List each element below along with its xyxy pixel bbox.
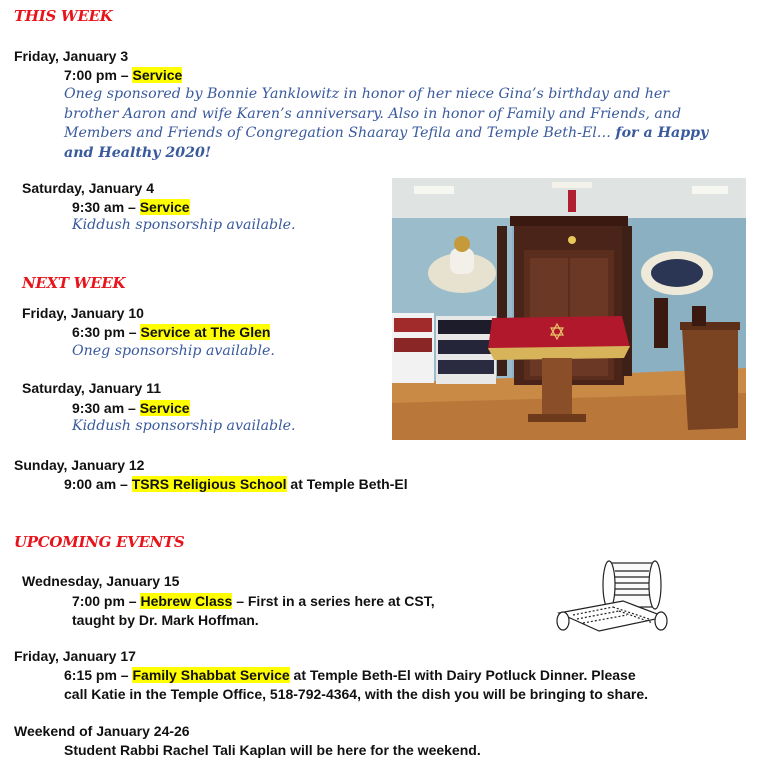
oneg-note: Oneg sponsorship available. <box>72 343 275 359</box>
event-day: Wednesday, January 15 <box>22 573 180 589</box>
event-time-row <box>64 476 408 492</box>
event-description: – First in a series here at CST, <box>232 593 435 609</box>
event-location: at Temple Beth-El <box>286 476 408 492</box>
event-time-row <box>64 667 636 683</box>
oneg-note <box>64 85 708 163</box>
note-text: Members and Friends of Congregation Shaaray Tefila and Temple Beth-El… <box>64 125 616 141</box>
note-bold: for a Happy <box>615 125 709 141</box>
next-week-heading: NEXT WEEK <box>22 274 126 292</box>
event-description: at Temple Beth-El with Dairy Potluck Dinner. Please <box>289 667 636 683</box>
upcoming-events-heading: UPCOMING EVENTS <box>14 533 185 551</box>
service-link[interactable]: Service <box>139 400 190 416</box>
this-week-heading: THIS WEEK <box>14 7 113 25</box>
religious-school-link[interactable]: TSRS Religious School <box>131 476 287 492</box>
event-time: 7:00 pm – <box>72 593 141 609</box>
family-shabbat-link[interactable]: Family Shabbat Service <box>132 667 290 683</box>
event-day: Sunday, January 12 <box>14 457 145 473</box>
event-description-line: taught by Dr. Mark Hoffman. <box>72 612 259 628</box>
event-time: 6:30 pm – <box>72 324 141 340</box>
event-time-row <box>72 593 435 609</box>
event-time-row <box>64 67 182 83</box>
event-day: Weekend of January 24-26 <box>14 723 190 739</box>
kiddush-note: Kiddush sponsorship available. <box>72 217 296 233</box>
note-line <box>64 144 708 164</box>
event-time: 9:30 am – <box>72 199 140 215</box>
note-line <box>64 124 708 144</box>
event-day: Friday, January 3 <box>14 48 129 64</box>
event-day: Saturday, January 11 <box>22 380 162 396</box>
sanctuary-photo <box>392 178 746 440</box>
service-link[interactable]: Service <box>139 199 190 215</box>
service-at-glen-link[interactable]: Service at The Glen <box>140 324 271 340</box>
service-link[interactable]: Service <box>132 67 183 83</box>
event-day: Friday, January 17 <box>14 648 136 664</box>
event-time: 6:15 pm – <box>64 667 133 683</box>
event-description-line: call Katie in the Temple Office, 518-792-4364, with the dish you will be bringing to share. <box>64 686 648 702</box>
event-time: 7:00 pm – <box>64 67 133 83</box>
event-day: Saturday, January 4 <box>22 180 155 196</box>
note-line: brother Aaron and wife Karen’s anniversary. Also in honor of Family and Friends, and <box>64 105 682 122</box>
note-bold: and Healthy 2020! <box>64 144 212 161</box>
event-description-line: Student Rabbi Rachel Tali Kaplan will be here for the weekend. <box>64 742 481 758</box>
note-line: Oneg sponsored by Bonnie Yanklowitz in honor of her niece Gina’s birthday and her <box>64 86 670 102</box>
torah-scroll-illustration <box>553 557 673 637</box>
event-day: Friday, January 10 <box>22 305 144 321</box>
event-time: 9:30 am – <box>72 400 140 416</box>
event-time: 9:00 am – <box>64 476 132 492</box>
event-time-row <box>72 199 190 215</box>
event-time-row <box>72 400 190 416</box>
event-time-row <box>72 324 270 340</box>
hebrew-class-link[interactable]: Hebrew Class <box>140 593 233 609</box>
kiddush-note: Kiddush sponsorship available. <box>72 418 296 434</box>
